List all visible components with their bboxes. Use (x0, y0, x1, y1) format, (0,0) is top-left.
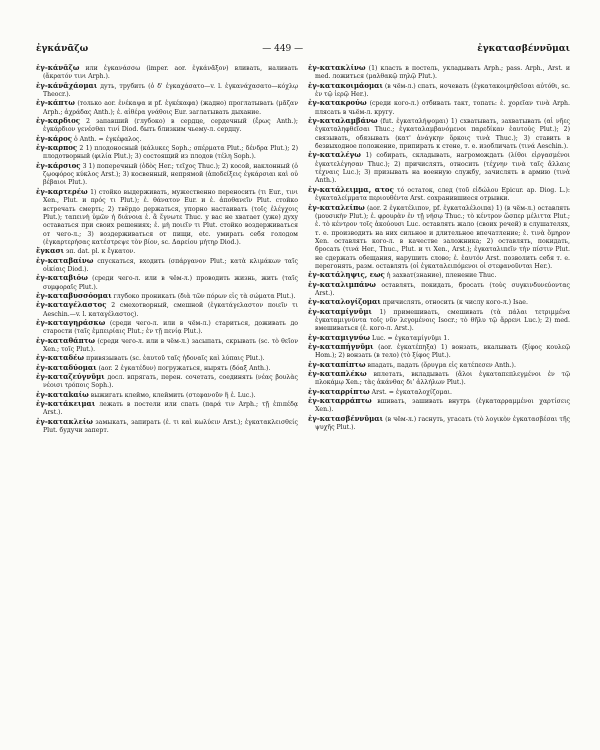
entry-headword: ἐγ-καταρρίπτω (308, 386, 370, 396)
entry-definition: τό остаток, след (τοῦ εἰδώλου Epicur. ap. Diog. L.): ἐγκαταλείμματα περιουθέντα Arst. сохранившиеся отрывки. (315, 186, 570, 203)
dictionary-entry (308, 151, 570, 185)
entry-definition: (1) класть в постель, укладывать Arph.; pass. Arph., Arst. и med. ложиться (μαλθακῷ πηλῷ Plut.). (315, 65, 570, 81)
dictionary-entry (308, 397, 570, 415)
dictionary-entry (36, 82, 298, 100)
entry-definition: вшивать, зашивать внутрь (ἐγκαταρραμμένοι χαρτίσεις Xen.). (315, 398, 570, 414)
running-head (36, 44, 570, 58)
entry-definition: причислять, относить (к числу кого-л.) Isae. (380, 299, 528, 307)
entry-headword: ἐγ-κατάληψις, εως (308, 270, 385, 280)
entry-definition: оставлять, покидать, бросать (τοὺς συγκινδυνεύοντας Arst.). (315, 281, 570, 297)
entry-definition: 2 запавший (глубоко) в сердце, сердечный (ἔρως Anth.); ἐγκάρδιον γενέσθαι τινί Diod. быть близким чьему-л. сердцу. (43, 118, 298, 134)
entry-headword: ἐγ-καταπήγνῡμι (308, 342, 374, 351)
entry-headword: ἐγ-κάπτω (36, 98, 75, 108)
entry-definition: 1) стойко выдерживать, мужественно переносить (τι Eur., τινι Xen., Plut. и πρός τι Plut.); ἐ. θάνατον Eur. и ἐ. ἀποθανεῖν Plut. стойко встречать смерть; 2) твёрдо держаться, упорно настаивать (τοῖς ἐλέγχοις Plut.); ταπεινὴ ὑμῶν ἡ διάνοια ἐ. ἃ ἔγνωτε Thuc. у вас не хватает (уже) духу оставаться при своих решениях; ἐ. μὴ ποιεῖν τι Plut. стойко воздерживаться от чего-л.; 3) воздерживаться от пищи, etc. умирать себя голодом (ἐγκαρτερήσας κατέστρεψε τὸν βίον, sc. Δαρείου μήτηρ Diod.). (43, 188, 298, 246)
columns (36, 64, 570, 732)
dictionary-entry (36, 400, 298, 418)
entry-headword: ἐγ-κατάκειμαι (36, 399, 96, 409)
entry-headword: ἐγ-κατακρούω (308, 98, 367, 108)
entry-definition: впадать, падать (ὄρυγμα εἰς κατέπεσεν Anth.). (365, 361, 516, 369)
dictionary-entry (308, 186, 570, 204)
entry-definition: выжигать клеймо, клеймить (στεφανοῦν ἢ ἐ. Luc.). (88, 391, 256, 399)
entry-headword: ἐγ-κατακλίνω (308, 64, 366, 72)
dictionary-entry (308, 343, 570, 361)
entry-definition: замыкать, запирать (ἐ. τι καὶ κωλύειν Arst.); ἐγκατακλεισθείς Plut. будучи заперт. (43, 418, 298, 435)
dictionary-entry (308, 82, 570, 100)
entry-headword: ἐγ-καταβαίνω (36, 255, 94, 265)
entry-headword: ἐγ-καταπλέκω (308, 369, 367, 379)
entry-definition: досл. впрягать, перен. сочетать, соединять (νέας βουλὰς νέοισι τρόποις Soph.). (43, 374, 298, 390)
entry-definition: дуть, трубить (ὁ δ' ἐγκαχάσατο—v. l. ἐγκανάχασατο—κόχλῳ Theocr.). (43, 82, 298, 99)
dictionary-entry (36, 117, 298, 135)
dictionary-entry (308, 117, 570, 151)
entry-headword: ἐγ-κατακλείω (36, 416, 93, 426)
dictionary-entry (308, 308, 570, 334)
entry-definition: 3 1) поперечный (ὁδὸς Her.; τεῖχος Thuc.); 2) косой, наклонный (ὁ ζῳοφόρος κύκλος Arst.); 3) косвенный, непрямой (ἀποδείξεις ἐγκάρσιαι καὶ οὐ βέβαιοι Plut.). (43, 162, 298, 187)
entry-definition: (среди кого-л.) отбивать такт, топать: ἐ. χορεῖαν τινὰ Arph. плясать в чьём-л. кругу. (315, 100, 570, 116)
dictionary-entry (36, 337, 298, 355)
dictionary-entry (36, 274, 298, 292)
entry-headword: ἐγ-καταρράπτω (308, 396, 372, 406)
entry-headword: ἐγ-καταμιγνύω (308, 332, 371, 342)
entry-definition: вплетать, вкладывать (ἄλοι ἐγκαταπεπλεγμένοι ἐν τῷ πλοκάμῳ Xen.; τὰς ἀκάνθας διʼ ἀλλήλων Plut.). (315, 371, 570, 387)
entry-headword: ἐγ-κατάλειμμα, ατος (308, 184, 394, 194)
entry-headword: ἐγ-καρπος (36, 143, 78, 153)
entry-definition: или ἐγκανάσσω (imper. aor. ἐγκάνᾶξον) вливать, наливать (ἄκρατόν τινι Arph.). (43, 65, 298, 81)
header-right-word: ἐγκατασβέννῡμαι (477, 44, 570, 54)
entry-headword: ἐγ-καρδιος (36, 116, 81, 126)
dictionary-entry (308, 204, 570, 272)
entry-definition: глубоко проникать (διὰ τῶν πόρων εἰς τὰ σώματα Plut.). (111, 292, 296, 300)
entry-headword: ἐγ-καταδέω (36, 353, 85, 363)
entry-headword: ἐγ-κάρος (36, 133, 73, 143)
page-number: — 449 — (262, 44, 304, 54)
entry-definition: (aor. 2 ἐγκατέλιπον, pf. ἐγκαταλέλοιπα) 1) (в чём-л.) оставлять (μουσικὴν Plut.); ἐ. φρουρὰν ἐν τῇ νήσῳ Thuc.; τὸ κέντρον ὥσπερ μέλιττα Plut.; ἐ. τὸ κέντρον τοῖς ἀκούουσι Luc. оставлять жало (своих речей) в слушателях, т. е. производить на них сильное и длительное впечатление; ἐ. τινὰ ὅμηρον Xen. оставлять кого-л. в качестве заложника; 2) оставлять, покидать, бросать (τινά Her., Thuc., Plut. и τι Xen., Arst.); ἐγκαταλιπεῖν τὴν πίστιν Plut. не сдержать обещания, нарушить слово; ἐ. ἑαυτόν Arst. позволить себя т. е. перегонять, разм. оставлять (οἱ ἐγκαταλειπόμενοι οἱ στεφανοῦνται Her.). (315, 204, 570, 270)
entry-headword: ἐγ-καταδύομαι (36, 362, 97, 372)
entry-definition: 2 1) плодоносный (κάλυκες Soph.; σπέρματα Plut.; δένδρα Plut.); 2) плодотворный (φιλία Plut.); 3) состоящий из плодов (τέλη Soph.). (43, 145, 298, 161)
entry-headword: ἐγ-καταλαμβάνω (308, 116, 378, 126)
entry-definition: 1) примешивать, смешивать (τὰ πάλαι τετριμμένα ἐγκαταμιγνύντα τοῖς νῦν λεγομένοις Isocr.; τὸ θῆλυ τῷ ἄρρενι Luc.); 2) med. вмешиваться (ἐ. кого-л. Arst.). (315, 308, 570, 333)
dictionary-entry (308, 99, 570, 117)
entry-headword: ἐγ-καταγέλαστος (36, 300, 107, 310)
entry-headword: ἐγ-καταλέγω (308, 150, 361, 160)
dictionary-entry (308, 64, 570, 82)
entry-definition: лежать в постели или спать (παρά τιν Arph.; τῇ ἐπιπέδᾳ Arst.). (43, 401, 298, 417)
entry-headword: ἐγ-κάρσιος (36, 160, 81, 170)
dictionary-entry (308, 370, 570, 388)
entry-headword: ἐγ-καταβιόω (36, 273, 88, 283)
entry-definition: (среди чего-л. или в чём-л.) проводить жизнь, жить (ταῖς συμφοραῖς Plut.). (43, 275, 298, 291)
entry-headword: ἐγ-κάνᾶχάομαι (36, 80, 98, 90)
right-column (308, 64, 570, 732)
entry-definition: (среди чего-л. или в чём-л.) засыпать, скрывать (sc. τὸ θεῖον Xen.; τοῖς Plut.). (43, 337, 298, 353)
entry-definition: (aor. ἐγκατέπηξα) 1) вонзать, вкалывать (ξίφος κουλεῷ Hom.); 2) вонзать (в тело) (τὸ ξίφος Plut.). (315, 344, 570, 360)
dictionary-entry (36, 257, 298, 275)
entry-definition: (aor. 2 ἐγκατέδυν) погружаться, нырять (δόαξ Anth.). (96, 364, 271, 372)
entry-definition: (в чём-л.) спать, ночевать (ἐγκατακοιμηθεῖσαι αὐτόθι, sc. ἐν τῷ ἱερῷ Her.). (315, 82, 570, 99)
entry-definition: Arst. = ἐγκαταλοχίζομαι. (369, 388, 453, 396)
entry-headword: ἐγ-καταλείπω (308, 202, 365, 212)
dictionary-entry (36, 144, 298, 162)
entry-definition: ἡ захват(знание), пленение Thuc. (384, 272, 497, 280)
entry-headword: ἐγ-καταμίγνῡμι (308, 306, 372, 316)
entry-headword: ἐγ-καταβυσσόομαι (36, 290, 112, 300)
dictionary-entry (36, 99, 298, 117)
dictionary-entry (36, 64, 298, 82)
dictionary-entry (36, 319, 298, 337)
entry-definition: (только aor. ἐνέκαψα и pf. ἐγκέκαφα) (жадно) проглатывать (μᾶζαν Arph.; ἀχράδας Anth.); ἐ. αἰθέρα γνάθοις Eur. заглатывать дыхание. (43, 100, 298, 116)
dictionary-entry (36, 373, 298, 391)
entry-definition: 1) собирать, складывать, нагромождать (λίθοι εἰργασμένοι ἐγκατελέγησαν Thuc.); 2) причислять, относить (τέχνην τινὰ ταῖς ἄλλαις τέχναις Luc.); 3) призывать на военную службу, зачислять в армию (τινὰ Anth.). (315, 152, 570, 185)
entry-definition: (в чём-л.) гаснуть, угасать (τὸ λογικὸν ἐγκατασβέσαι τῆς ψυχῆς Plut.). (315, 415, 570, 432)
entry-definition: 2 смехотворный, смешной (ἐγκατάγελαστον ποιεῖν τι Aeschin.—v. l. καταγέλαστος). (43, 302, 298, 318)
entry-headword: ἐγ-καρτερέω (36, 186, 88, 196)
dictionary-entry (308, 415, 570, 433)
header-left-word: ἐγκάνᾶζω (36, 44, 89, 54)
entry-headword: ἐγ-καταγηράσκω (36, 317, 106, 327)
entry-headword: ἐγ-κάνᾶζω (36, 64, 80, 72)
dictionary-entry (36, 188, 298, 247)
entry-headword: ἐγ-κατασβέννῡμαι (308, 413, 384, 423)
entry-headword: ἐγ-καταkαίω (36, 389, 89, 399)
dictionary-entry (36, 162, 298, 188)
entry-headword: ἐγ-κατακοιμάομαι (308, 80, 383, 90)
entry-definition: Luc. = ἐγκαταμίγνῡμι 1. (370, 334, 450, 342)
entry-definition: спускаться, входить (σπάργανον Plut.; κατὰ κλιμάκων ταῖς οἰκίαις Diod.). (43, 257, 298, 273)
entry-headword: ἐγ-καταλιμπάνω (308, 279, 376, 289)
dictionary-entry (308, 281, 570, 299)
dictionary-entry (36, 301, 298, 319)
entry-headword: ἐγ-καταπίπτω (308, 359, 366, 369)
entry-headword: ἐγ-καταλογίζομαι (308, 297, 381, 307)
entry-definition: (fut. ἐγκαταλήψομαι) 1) схватывать, захватывать (αἱ νῆες ἐγκαταληφθεῖσαι Thuc.; ἐγκαταλαμβανόμενοι παρεδίκαν ἑαυτοὺς Plut.); 2) связывать, обязывать (κατ' ἀνάγκην ὅρκοις τινὰ Thuc.); 3) ставить в безвыходное положение, припирать к стене, т. е. изобличать (τινά Aeschin.). (315, 118, 570, 151)
entry-headword: ἐγ-καταθάπτω (36, 335, 96, 345)
entry-headword: ἐγ-καταζεύγνῡμι (36, 372, 105, 382)
entry-definition: эп. dat. pl. к ἔγκατον. (64, 248, 136, 256)
dictionary-entry (36, 418, 298, 436)
entry-definition: (среди чего-л. или в чём-л.) стариться, доживать до старости (ταῖς ἐμπειρίαις Plut.; ἐν τῇ πενίᾳ Plut.). (43, 319, 298, 336)
entry-definition: привязывать (sc. ἑαυτοῦ ταῖς ἡδοναῖς καὶ λύπαις Plut.). (84, 355, 265, 363)
entry-headword: ἔγκασι (36, 246, 65, 256)
left-column (36, 64, 298, 732)
entry-definition: ὁ Anth. = ἐγκέφαλος. (72, 135, 142, 143)
